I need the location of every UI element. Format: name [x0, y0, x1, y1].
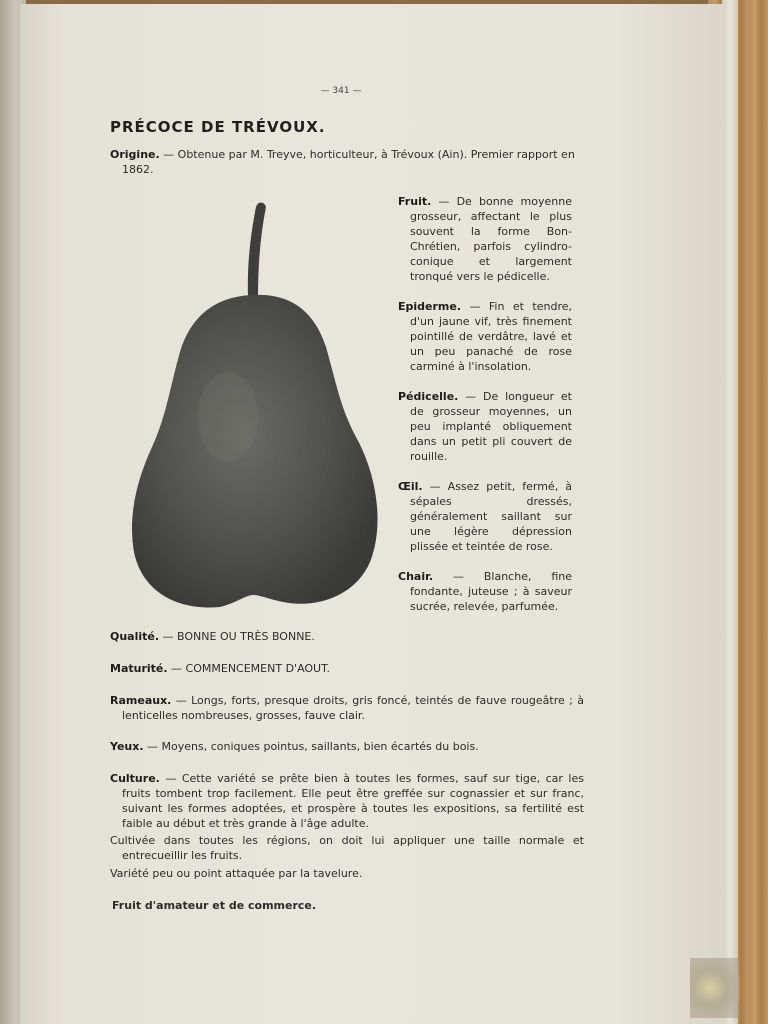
yeux-line: [110, 739, 572, 754]
chair-paragraph: [398, 569, 572, 614]
culture-text: — Cette variété se prête bien à toutes les formes, sauf sur tige, car les fruits tombent trop facilement. Elle peut être greffée sur cognassier et sur franc, suivant les formes adoptées, et prospère à toutes les expositions, sa fertilité est faible au début et très grande à l'âge adulte.: [122, 772, 584, 830]
culture-paragraph: [110, 771, 584, 831]
fruit-amateur-line: Fruit d'amateur et de commerce.: [112, 899, 317, 912]
origine-paragraph: [110, 147, 584, 177]
yeux-text: — Moyens, coniques pointus, saillants, bien écartés du bois.: [143, 740, 479, 753]
chair-text: — Blanche, fine fondante, juteuse ; à saveur sucrée, relevée, parfumée.: [410, 570, 572, 613]
pedicelle-term: Pédicelle.: [398, 390, 459, 403]
origine-term: Origine.: [110, 148, 160, 161]
pedicelle-text: — De longueur et de grosseur moyennes, un peu implanté obliquement dans un petit pli couvert de rouille.: [410, 390, 572, 463]
fruit-text: — De bonne moyenne grosseur, affectant le plus souvent la forme Bon-Chrétien, parfois cylindro-conique et largement tronqué vers le pédicelle.: [410, 195, 572, 283]
chair-term: Chair.: [398, 570, 434, 583]
maturite-text: — COMMENCEMENT D'AOUT.: [167, 662, 331, 675]
rameaux-paragraph: [110, 693, 584, 723]
pear-body: [132, 295, 378, 608]
epiderme-paragraph: [398, 299, 572, 374]
pear-stem: [248, 203, 266, 298]
qualite-text: — BONNE OU TRÈS BONNE.: [159, 630, 315, 643]
rameaux-term: Rameaux.: [110, 694, 172, 707]
oeil-term: Œil.: [398, 480, 423, 493]
variete-line: Variété peu ou point attaquée par la tavelure.: [110, 867, 363, 880]
culture-term: Culture.: [110, 772, 160, 785]
rameaux-text: — Longs, forts, presque droits, gris foncé, teintés de fauve rougeâtre ; à lenticelles nombreuses, grosses, fauve clair.: [122, 694, 584, 722]
qualite-term: Qualité.: [110, 630, 160, 643]
book-page: [20, 4, 725, 1024]
oeil-paragraph: [398, 479, 572, 554]
pear-illustration: [108, 197, 398, 617]
oeil-text: — Assez petit, fermé, à sépales dressés, généralement saillant sur une légère dépression plissée et teintée de rose.: [410, 480, 572, 553]
epiderme-term: Epiderme.: [398, 300, 462, 313]
fruit-term: Fruit.: [398, 195, 432, 208]
epiderme-text: — Fin et tendre, d'un jaune vif, très finement pointillé de verdâtre, lavé et un peu panaché de rose carminé à l'insolation.: [410, 300, 572, 373]
page-title: PRÉCOCE DE TRÉVOUX.: [110, 118, 326, 136]
page-number: — 341 —: [320, 86, 362, 96]
fruit-paragraph: [398, 194, 572, 284]
maturite-term: Maturité.: [110, 662, 168, 675]
yeux-term: Yeux.: [110, 740, 144, 753]
cultivee-paragraph: Cultivée dans toutes les régions, on doit lui appliquer une taille normale et entrecueillir les fruits.: [110, 834, 584, 862]
qualite-line: [110, 629, 572, 644]
corner-stain: [690, 958, 740, 1018]
origine-text: — Obtenue par M. Treyve, horticulteur, à Trévoux (Ain). Premier rapport en 1862.: [122, 148, 575, 176]
right-column: [398, 194, 572, 614]
pedicelle-paragraph: [398, 389, 572, 464]
maturite-line: [110, 661, 572, 676]
